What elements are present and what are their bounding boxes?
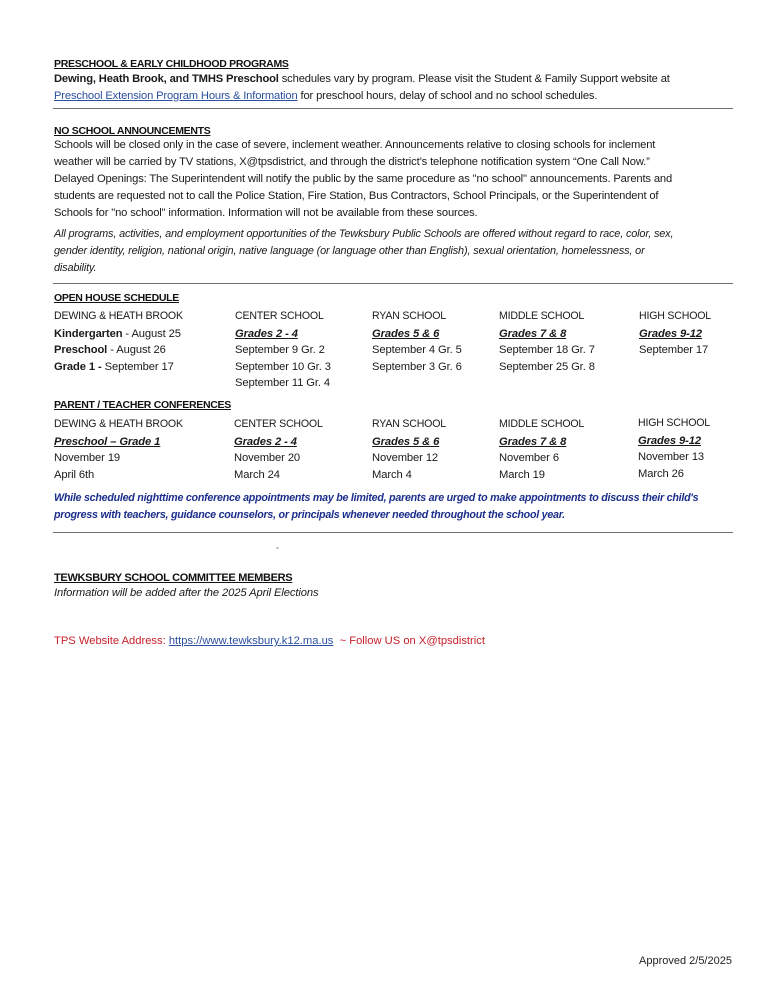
follow-text: ~ Follow US on X@tpsdistrict [333,635,485,647]
nondiscrimination-line: All programs, activities, and employment opportunities of the Tewksbury Public Schools are offered without regard to race, color, sex, [54,228,674,240]
date-line: March 26 [638,467,684,480]
date-line: November 12 [372,452,439,465]
school-name: RYAN SCHOOL [372,418,446,430]
open-house-dewing-column [54,308,183,375]
divider [53,283,733,284]
conferences-ryan-column [372,416,446,483]
school-name: CENTER SCHOOL [234,418,323,430]
conferences-heading: PARENT / TEACHER CONFERENCES [54,399,231,411]
preschool-extension-link[interactable]: Preschool Extension Program Hours & Information [54,89,298,102]
nondiscrimination-line: disability. [54,262,97,274]
preschool-heading: PRESCHOOL & EARLY CHILDHOOD PROGRAMS [54,58,289,70]
open-house-high-column [639,308,711,359]
date-line: November 6 [499,452,559,465]
grade-range: Grades 9-12 [639,328,702,341]
date-line: April 6th [54,468,95,481]
school-name: RYAN SCHOOL [372,310,446,322]
school-name: MIDDLE SCHOOL [499,310,585,322]
date-line: March 24 [234,468,280,481]
grade-range: Preschool – Grade 1 [54,436,161,449]
no-school-line: students are requested not to call the Police Station, Fire Station, Bus Contractors, School Principals, or the Superintendent of [54,190,659,202]
preschool-lead: Dewing, Heath Brook, and TMHS Preschool [54,73,279,85]
committee-heading: TEWKSBURY SCHOOL COMMITTEE MEMBERS [54,572,293,584]
conferences-middle-column [499,416,584,483]
date-line: September 11 Gr. 4 [235,376,331,389]
no-school-line: Schools for "no school" information. Information will not be available from these sources. [54,207,478,219]
conferences-dewing-column [54,416,183,483]
date-line: September 10 Gr. 3 [235,360,331,373]
schedule-row [54,326,183,342]
row-label: Kindergarten [54,328,123,341]
approved-date: Approved 2/5/2025 [639,955,732,967]
date-line: March 19 [499,468,545,481]
row-label: Grade 1 - [54,360,102,373]
row-date: September 17 [101,360,174,373]
no-school-heading: NO SCHOOL ANNOUNCEMENTS [54,125,211,137]
date-line: September 4 Gr. 5 [372,344,462,357]
no-school-paragraph [54,137,754,222]
nondiscrimination-line: gender identity, religion, national origin, native language (or language other than English), sexual orientation, homelessness, or [54,245,645,257]
date-line: November 20 [234,452,301,465]
school-name: CENTER SCHOOL [235,310,324,322]
open-house-ryan-column [372,308,462,375]
no-school-line: Schools will be closed only in the case of severe, inclement weather. Announcements relative to closing schools for inclement [54,139,656,151]
row-date: - August 26 [107,344,166,357]
school-name: HIGH SCHOOL [639,310,711,322]
date-line: March 4 [372,468,412,481]
row-date: - August 25 [122,328,181,341]
date-line: September 25 Gr. 8 [499,360,595,373]
grade-range: Grades 2 - 4 [234,436,297,449]
schedule-row [54,342,183,358]
divider [53,108,733,109]
row-label: Preschool [54,344,108,357]
date-line: November 19 [54,452,121,465]
no-school-line: Delayed Openings: The Superintendent will notify the public by the same procedure as "no school" announcements. Parents and [54,173,673,185]
grade-range: Grades 7 & 8 [499,436,567,449]
committee-note: Information will be added after the 2025 April Elections [54,587,319,599]
school-name: DEWING & HEATH BROOK [54,418,183,430]
conference-note [54,490,754,524]
website-line [54,635,485,647]
no-school-line: weather will be carried by TV stations, X@tpsdistrict, and through the district’s telephone notification system “One Call Now.” [54,156,650,168]
school-name: DEWING & HEATH BROOK [54,310,183,322]
date-line: September 9 Gr. 2 [235,344,325,357]
website-link[interactable]: https://www.tewksbury.k12.ma.us [168,635,334,647]
conference-note-line: progress with teachers, guidance counselors, or principals whenever needed throughout the school year. [54,509,565,521]
conferences-center-column [234,416,323,483]
schedule-row [54,359,183,375]
conference-note-line: While scheduled nighttime conference appointments may be limited, parents are urged to make appointments to discuss their child's [54,492,699,504]
website-label: TPS Website Address: [54,635,169,647]
school-name: HIGH SCHOOL [638,417,710,429]
scan-speck [276,547,279,549]
open-house-middle-column [499,308,595,375]
open-house-center-column [235,308,331,391]
nondiscrimination-statement [54,226,754,277]
preschool-text-1: schedules vary by program. Please visit the Student & Family Support website at [278,73,670,85]
preschool-paragraph [54,71,744,104]
conferences-high-column [638,415,710,482]
divider [53,532,733,533]
grade-range: Grades 7 & 8 [499,328,567,341]
school-name: MIDDLE SCHOOL [499,418,585,430]
date-line: September 17 [639,344,709,357]
grade-range: Grades 2 - 4 [235,328,298,341]
grade-range: Grades 5 & 6 [372,436,440,449]
grade-range: Grades 9-12 [638,435,701,448]
date-line: September 3 Gr. 6 [372,360,462,373]
grade-range: Grades 5 & 6 [372,328,440,341]
date-line: November 13 [638,451,705,464]
date-line: September 18 Gr. 7 [499,344,595,357]
open-house-heading: OPEN HOUSE SCHEDULE [54,292,179,304]
preschool-text-2: for preschool hours, delay of school and no school schedules. [297,89,598,102]
